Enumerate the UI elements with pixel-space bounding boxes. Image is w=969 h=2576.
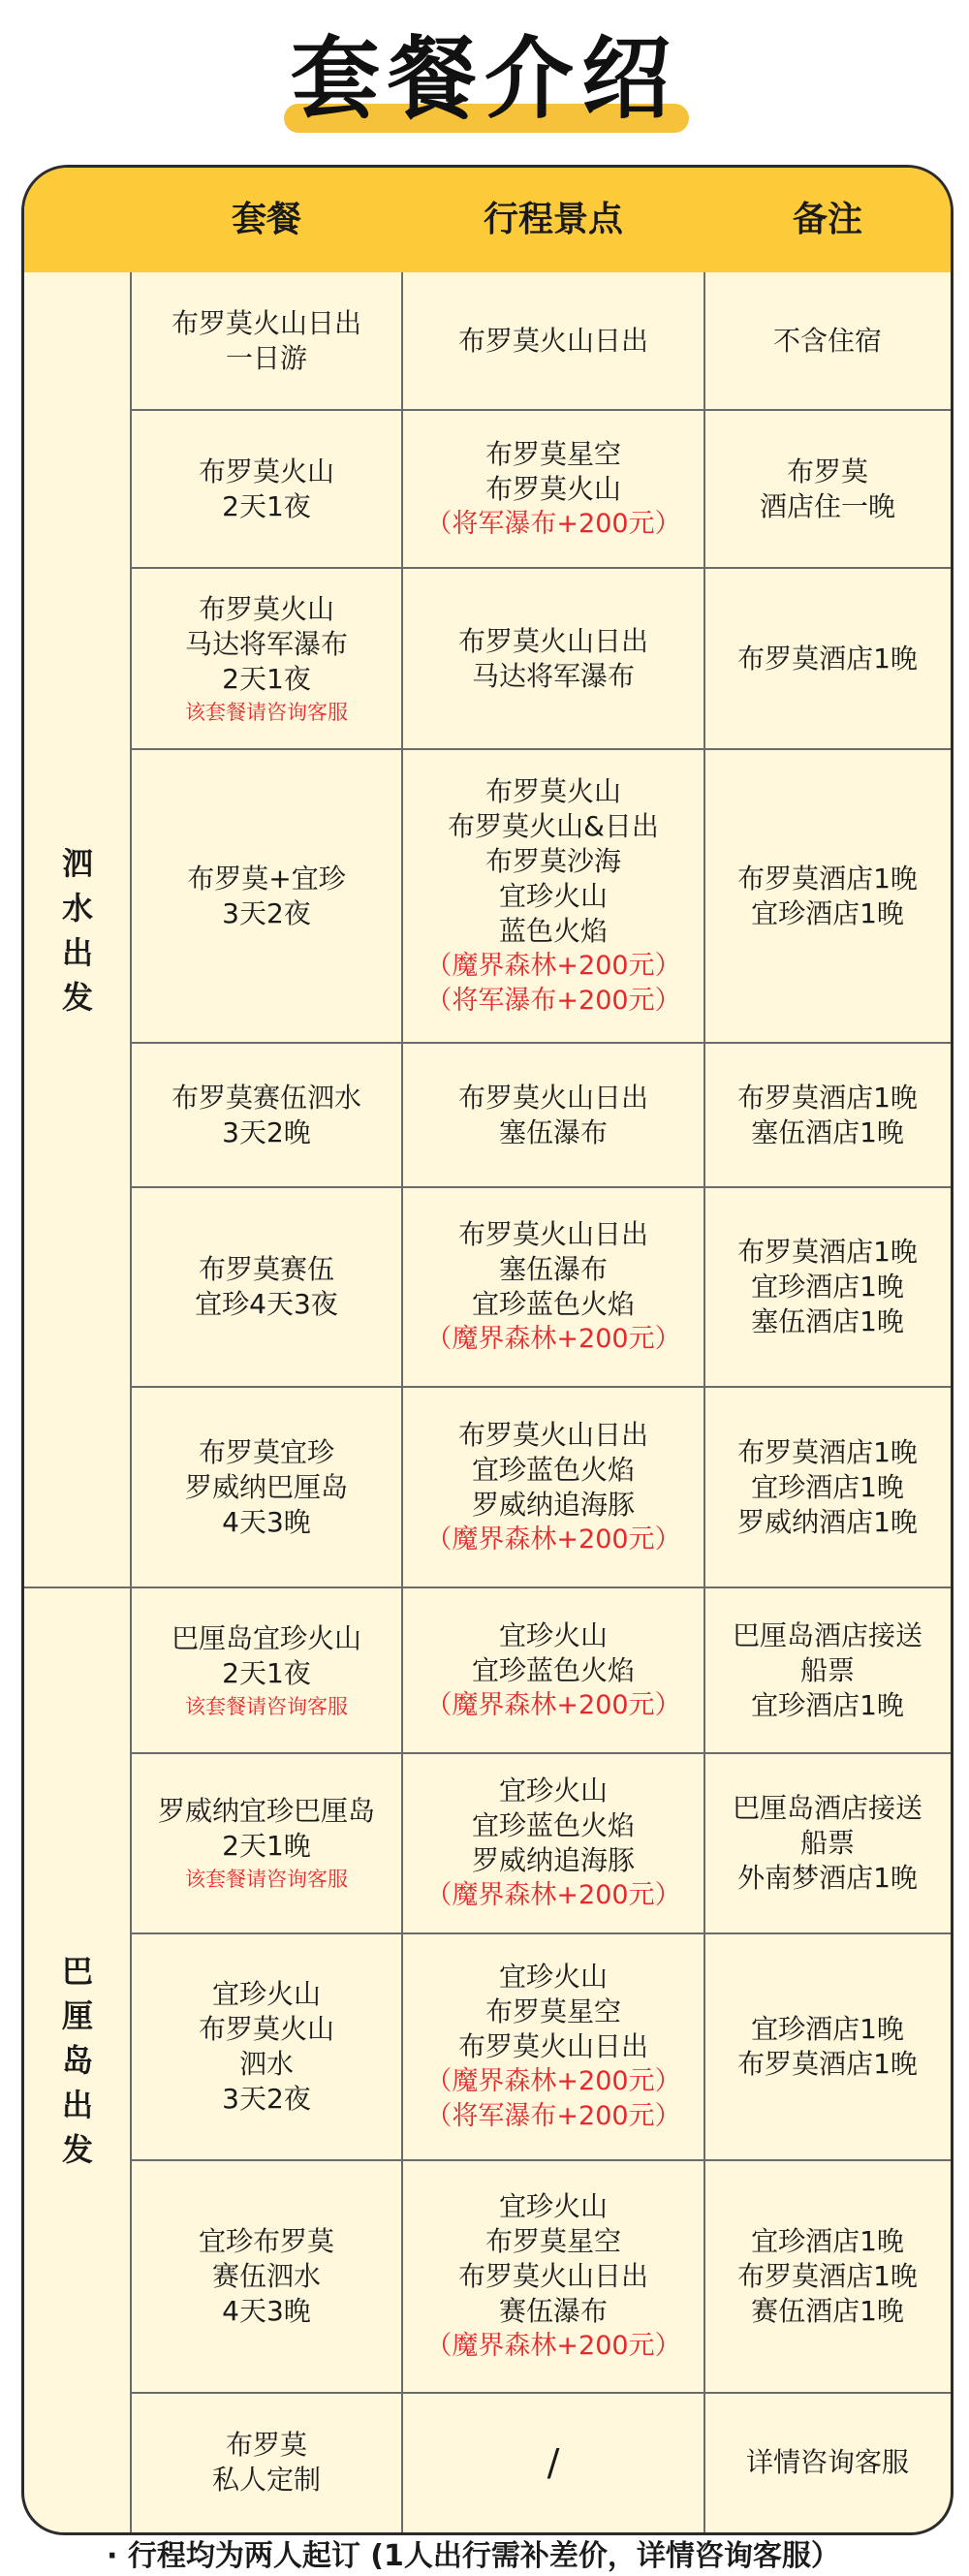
cell-line: 私人定制: [211, 2464, 321, 2496]
cell-line: 2天1晚: [222, 1830, 311, 1862]
cell-line: 布罗莫火山: [198, 592, 334, 625]
cell-line: 3天2夜: [222, 896, 311, 929]
consult-note: 该套餐请咨询客服: [185, 1868, 348, 1891]
cell-line: 2天1夜: [222, 662, 311, 695]
cell-line: 布罗莫火山日出: [457, 1081, 648, 1114]
cell-line: 宜珍酒店1晚: [751, 1470, 904, 1503]
package-cell: [131, 568, 402, 749]
cell-line: 宜珍酒店1晚: [751, 2013, 904, 2045]
package-table: [21, 165, 953, 2535]
cell-line: 罗威纳巴厘岛: [184, 1470, 348, 1503]
notes-cell: [704, 568, 951, 749]
cell-line: 布罗莫+宜珍: [187, 862, 346, 895]
cell-line: 外南梦酒店1晚: [737, 1862, 918, 1894]
package-cell: [131, 1043, 402, 1187]
cell-line: 2天1夜: [222, 489, 311, 522]
cell-line: 宜珍蓝色火焰: [471, 1653, 635, 1686]
addon-price: （将军瀑布+200元）: [425, 2101, 681, 2131]
itinerary-cell: [402, 2160, 704, 2393]
package-cell: [131, 2393, 402, 2532]
cell-line: 赛伍瀑布: [498, 2295, 608, 2327]
addon-price: （魔界森林+200元）: [425, 2331, 681, 2361]
cell-line: 罗威纳追海豚: [471, 1844, 635, 1876]
itinerary-cell: [402, 1753, 704, 1933]
group-label: [24, 272, 131, 1587]
cell-line: 布罗莫酒店1晚: [737, 862, 918, 895]
cell-line: 布罗莫星空: [484, 437, 621, 470]
group-label-char: 泗: [61, 844, 93, 882]
cell-line: 布罗莫火山日出: [457, 325, 648, 357]
notes-cell: [704, 1043, 951, 1187]
footnote: · 行程均为两人起订 (1人出行需补差价，详情咨询客服）: [107, 2539, 840, 2573]
cell-line: 布罗莫火山: [198, 455, 334, 487]
addon-price: （魔界森林+200元）: [425, 1880, 681, 1910]
cell-line: 布罗莫火山: [484, 472, 621, 505]
notes-cell: [704, 1387, 951, 1587]
cell-line: 布罗莫沙海: [484, 844, 621, 877]
cell-line: 布罗莫酒店1晚: [737, 2260, 918, 2292]
cell-line: 宜珍火山: [498, 1618, 608, 1651]
group-label-char: 厘: [61, 1996, 93, 2034]
cell-line: 船票: [799, 1653, 855, 1686]
consult-note: 该套餐请咨询客服: [185, 700, 348, 724]
group-label: [24, 1587, 131, 2532]
cell-line: 布罗莫宜珍: [198, 1435, 334, 1468]
header-package: 套餐: [231, 200, 301, 239]
cell-line: 布罗莫火山: [198, 2013, 334, 2045]
cell-line: 布罗莫火山&日出: [448, 809, 659, 842]
notes-cell: [704, 272, 951, 410]
cell-line: 宜珍酒店1晚: [751, 2225, 904, 2257]
notes-cell: [704, 1187, 951, 1387]
cell-line: 宜珍布罗莫: [198, 2225, 334, 2257]
cell-line: 宜珍酒店1晚: [751, 896, 904, 929]
cell-line: 罗威纳追海豚: [471, 1488, 635, 1521]
cell-line: 塞伍酒店1晚: [751, 1115, 904, 1148]
addon-price: （魔界森林+200元）: [425, 2066, 681, 2096]
package-cell: [131, 410, 402, 568]
cell-line: /: [547, 2441, 560, 2484]
cell-line: 不含住宿: [772, 325, 882, 357]
cell-line: 塞伍瀑布: [498, 1253, 608, 1285]
package-cell: [131, 749, 402, 1043]
cell-line: 布罗莫赛伍: [198, 1253, 334, 1285]
group-label-char: 水: [61, 889, 93, 927]
package-cell: [131, 2160, 402, 2393]
cell-line: 宜珍火山: [498, 879, 608, 912]
cell-line: 塞伍酒店1晚: [751, 1305, 904, 1337]
cell-line: 宜珍蓝色火焰: [471, 1809, 635, 1841]
itinerary-cell: [402, 272, 704, 410]
cell-line: 宜珍蓝色火焰: [471, 1288, 635, 1320]
table-header: [24, 168, 951, 272]
cell-line: 宜珍酒店1晚: [751, 1688, 904, 1721]
cell-line: 马达将军瀑布: [184, 627, 348, 660]
cell-line: 布罗莫火山: [484, 774, 621, 807]
itinerary-cell: [402, 1587, 704, 1753]
package-cell: [131, 1187, 402, 1387]
cell-line: 酒店住一晚: [759, 489, 895, 522]
cell-line: 巴厘岛酒店接送: [732, 1792, 922, 1824]
itinerary-cell: [402, 1187, 704, 1387]
group-label-char: 发: [61, 2130, 93, 2168]
cell-line: 布罗莫火山日出: [457, 2260, 648, 2292]
cell-line: 蓝色火焰: [498, 914, 608, 947]
addon-price: （将军瀑布+200元）: [425, 508, 681, 539]
cell-line: 3天2夜: [222, 2083, 311, 2115]
cell-line: 宜珍酒店1晚: [751, 1271, 904, 1303]
group-label-char: 岛: [61, 2041, 93, 2079]
notes-cell: [704, 410, 951, 568]
notes-cell: [704, 2160, 951, 2393]
group-label-char: 出: [61, 933, 93, 971]
cell-line: 泗水: [238, 2048, 294, 2080]
cell-line: 布罗莫赛伍泗水: [171, 1081, 361, 1114]
cell-line: 塞伍瀑布: [498, 1115, 608, 1148]
notes-cell: [704, 1753, 951, 1933]
cell-line: 详情咨询客服: [745, 2446, 909, 2478]
cell-line: 布罗莫火山日出: [457, 1218, 648, 1250]
cell-line: 布罗莫星空: [484, 1995, 621, 2027]
title-area: [0, 0, 969, 155]
package-cell: [131, 1587, 402, 1753]
notes-cell: [704, 1933, 951, 2160]
cell-line: 布罗莫: [786, 455, 868, 487]
package-cell: [131, 1753, 402, 1933]
cell-line: 4天3晚: [222, 2295, 311, 2327]
cell-line: 布罗莫火山日出: [457, 1418, 648, 1451]
group-label-char: 发: [61, 978, 93, 1016]
addon-price: （魔界森林+200元）: [425, 1689, 681, 1720]
cell-line: 马达将军瀑布: [471, 659, 635, 692]
cell-line: 布罗莫酒店1晚: [737, 642, 918, 675]
cell-line: 4天3晚: [222, 1505, 311, 1538]
itinerary-cell: [402, 2393, 704, 2532]
group-label-char: 巴: [61, 1952, 93, 1990]
cell-line: 3天2晚: [222, 1115, 311, 1148]
addon-price: （魔界森林+200元）: [425, 1324, 681, 1354]
cell-line: 布罗莫火山日出: [457, 624, 648, 657]
cell-line: 一日游: [225, 342, 307, 374]
itinerary-cell: [402, 568, 704, 749]
package-cell: [131, 1933, 402, 2160]
cell-line: 巴厘岛酒店接送: [732, 1618, 922, 1651]
addon-price: （魔界森林+200元）: [425, 950, 681, 981]
cell-line: 布罗莫火山日出: [171, 307, 361, 339]
cell-line: 罗威纳酒店1晚: [737, 1505, 918, 1538]
cell-line: 船票: [799, 1827, 855, 1859]
addon-price: （将军瀑布+200元）: [425, 985, 681, 1016]
notes-cell: [704, 1587, 951, 1753]
cell-line: 布罗莫酒店1晚: [737, 1435, 918, 1468]
addon-price: （魔界森林+200元）: [425, 1524, 681, 1555]
cell-line: 布罗莫酒店1晚: [737, 1236, 918, 1268]
cell-line: 2天1夜: [222, 1656, 311, 1689]
group-label-char: 出: [61, 2086, 93, 2123]
cell-line: 布罗莫酒店1晚: [737, 2048, 918, 2080]
notes-cell: [704, 2393, 951, 2532]
itinerary-cell: [402, 1043, 704, 1187]
itinerary-cell: [402, 1387, 704, 1587]
cell-line: 布罗莫火山日出: [457, 2030, 648, 2062]
cell-line: 巴厘岛宜珍火山: [171, 1621, 361, 1654]
notes-cell: [704, 749, 951, 1043]
cell-line: 宜珍蓝色火焰: [471, 1453, 635, 1486]
cell-line: 宜珍火山: [498, 1775, 608, 1806]
package-cell: [131, 272, 402, 410]
cell-line: 宜珍火山: [498, 2190, 608, 2222]
header-itinerary: 行程景点: [483, 200, 623, 239]
package-cell: [131, 1387, 402, 1587]
cell-line: 布罗莫: [225, 2429, 307, 2461]
cell-line: 宜珍火山: [211, 1978, 321, 2010]
itinerary-cell: [402, 1933, 704, 2160]
itinerary-cell: [402, 749, 704, 1043]
cell-line: 布罗莫酒店1晚: [737, 1081, 918, 1114]
page-title: 套餐介绍: [290, 27, 678, 131]
cell-line: 罗威纳宜珍巴厘岛: [157, 1795, 375, 1827]
itinerary-cell: [402, 410, 704, 568]
cell-line: 宜珍火山: [498, 1961, 608, 1993]
consult-note: 该套餐请咨询客服: [185, 1694, 348, 1718]
cell-line: 赛伍酒店1晚: [751, 2295, 904, 2327]
header-notes: 备注: [792, 200, 862, 239]
cell-line: 布罗莫星空: [484, 2225, 621, 2257]
cell-line: 宜珍4天3夜: [195, 1288, 338, 1320]
cell-line: 赛伍泗水: [211, 2260, 321, 2292]
